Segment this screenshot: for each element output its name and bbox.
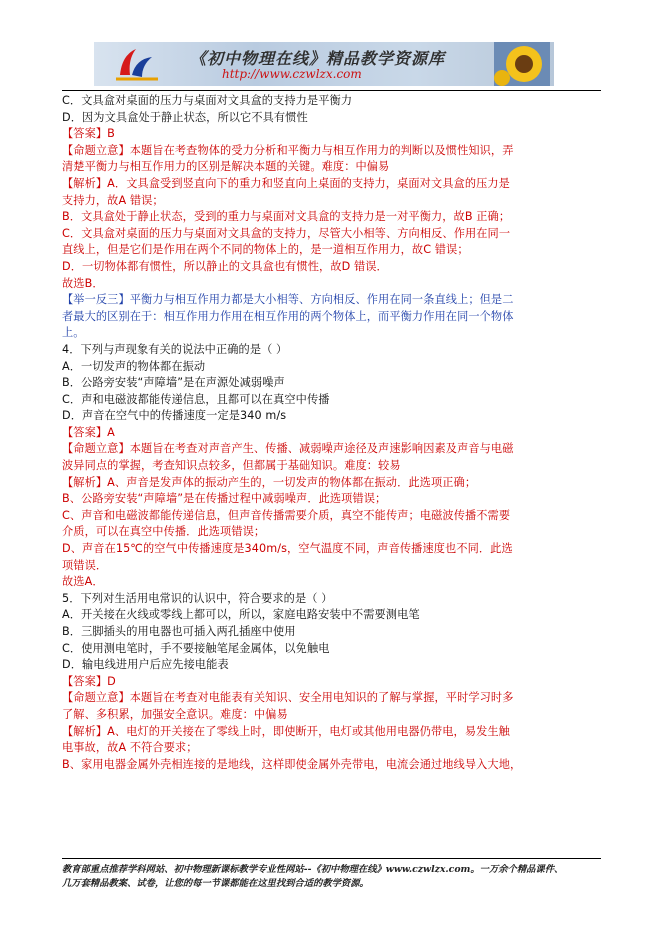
header-banner xyxy=(94,42,554,86)
text-line: 5．下列对生活用电常识的认识中，符合要求的是（ ） xyxy=(62,591,333,605)
text-line: 者最大的区别在于：相互作用力作用在相互作用的两个物体上，而平衡力作用在同一个物体 xyxy=(62,309,514,323)
page-footer xyxy=(62,863,622,891)
text-line: 【答案】B xyxy=(62,127,115,141)
text-line: 直线上，但是它们是作用在两个不同的物体上的，是一道相互作用力，故C 错误； xyxy=(62,243,469,257)
text-line: 4．下列与声现象有关的说法中正确的是（ ） xyxy=(62,342,288,356)
text-line: 支持力，故A 错误； xyxy=(62,193,164,207)
text-line: 【答案】A xyxy=(62,425,115,439)
text-line: 电事故，故A 不符合要求； xyxy=(62,741,198,755)
text-line: 【命题立意】本题旨在考查对声音产生、传播、减弱噪声途径及声速影响因素及声音与电磁 xyxy=(62,442,514,456)
text-line: 波异同点的掌握，考查知识点较多，但都属于基础知识。难度：较易 xyxy=(62,459,401,473)
text-line: 【命题立意】本题旨在考查物体的受力分析和平衡力与相互作用力的判断以及惯性知识，弄 xyxy=(62,143,514,157)
text-line: D．输电线进用户后应先接电能表 xyxy=(62,658,229,672)
text-line: 故选B． xyxy=(62,276,104,290)
text-line: A．一切发声的物体都在振动 xyxy=(62,359,206,373)
banner-url[interactable]: http://www.czwlzx.com xyxy=(222,67,362,81)
footer-rule xyxy=(62,858,601,859)
site-logo-icon xyxy=(112,45,162,83)
footer-line-2: 几万套精品教案、试卷，让您的每一节课都能在这里找到合适的教学资源。 xyxy=(62,878,369,889)
text-line: 【解析】A．文具盒受到竖直向下的重力和竖直向上桌面的支持力，桌面对文具盒的压力是 xyxy=(62,176,510,190)
text-line: 故选A． xyxy=(62,575,104,589)
text-line: D．一切物体都有惯性，所以静止的文具盒也有惯性，故D 错误． xyxy=(62,259,388,273)
document-body xyxy=(62,93,602,773)
text-line: B．三脚插头的用电器也可插入两孔插座中使用 xyxy=(62,625,296,638)
text-line: 【解析】A、声音是发声体的振动产生的，一切发声的物体都在振动．此选项正确； xyxy=(62,475,477,489)
text-line: 清楚平衡力与相互作用力的区别是解决本题的关键。难度：中偏易 xyxy=(62,160,390,174)
text-line: C．声和电磁波都能传递信息，且都可以在真空中传播 xyxy=(62,392,330,406)
banner-title: 《初中物理在线》精品教学资源库 xyxy=(190,49,446,68)
text-line: 【解析】A、电灯的开关接在了零线上时，即使断开，电灯或其他用电器仍带电，易发生触 xyxy=(62,724,510,738)
text-line: 项错误． xyxy=(62,558,108,572)
text-line: C．文具盒对桌面的压力与桌面对文具盒的支持力是平衡力 xyxy=(62,94,353,107)
text-line: B．公路旁安装“声障墙”是在声源处减弱噪声 xyxy=(62,376,285,390)
text-line: 【命题立意】本题旨在考查对电能表有关知识、安全用电知识的了解与掌握，平时学习时多 xyxy=(62,691,514,705)
text-line: D．声音在空气中的传播速度一定是340 m/s xyxy=(62,409,287,423)
text-line: 【答案】D xyxy=(62,674,116,688)
text-line: 【举一反三】平衡力与相互作用力都是大小相等、方向相反、作用在同一条直线上；但是二 xyxy=(62,293,514,307)
text-line: B、家用电器金属外壳相连接的是地线，这样即使金属外壳带电，电流会通过地线导入大地， xyxy=(62,757,522,771)
text-line: B、公路旁安装“声障墙”是在传播过程中减弱噪声．此选项错误； xyxy=(62,492,387,506)
text-line: 介质，可以在真空中传播．此选项错误； xyxy=(62,525,266,539)
sunflower-icon xyxy=(494,42,550,86)
text-line: A．开关接在火线或零线上都可以，所以，家庭电路安装中不需要测电笔 xyxy=(62,608,420,622)
text-line: D、声音在15℃的空气中传播速度是340m/s，空气温度不同，声音传播速度也不同．此选 xyxy=(62,542,513,556)
text-line: D．因为文具盒处于静止状态，所以它不具有惯性 xyxy=(62,110,308,124)
text-line: C．文具盒对桌面的压力与桌面对文具盒的支持力，尽管大小相等、方向相反、作用在同一 xyxy=(62,226,511,240)
header-rule xyxy=(62,90,601,91)
text-line: 上。 xyxy=(62,326,85,340)
text-line: 了解、多积累，加强安全意识。难度：中偏易 xyxy=(62,707,288,721)
text-line: C、声音和电磁波都能传递信息，但声音传播需要介质，真空不能传声；电磁波传播不需要 xyxy=(62,508,511,522)
text-line: C．使用测电笔时，手不要接触笔尾金属体，以免触电 xyxy=(62,641,330,655)
text-line: B．文具盒处于静止状态，受到的重力与桌面对文具盒的支持力是一对平衡力，故B 正确； xyxy=(62,210,511,224)
footer-line-1: 教育部重点推荐学科网站、初中物理新课标教学专业性网站--《初中物理在线》www.czwlzx.com。一万余个精品课件、 xyxy=(62,864,564,875)
